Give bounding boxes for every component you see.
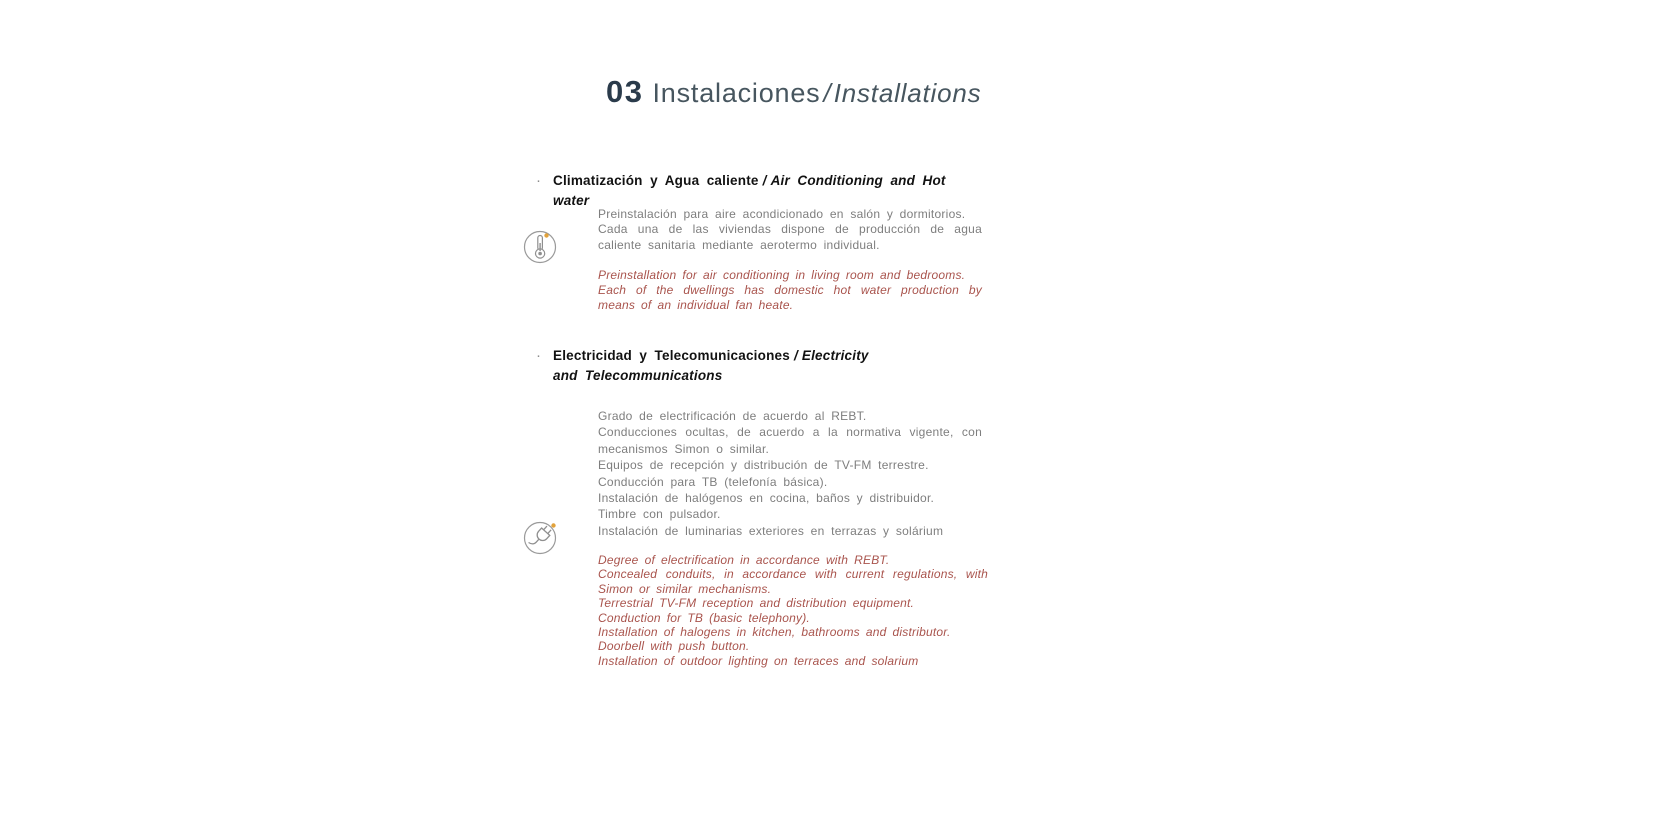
body-spanish-electricidad (598, 408, 982, 539)
body-spanish-climatizacion (598, 207, 982, 253)
heading-separator: / (793, 348, 798, 363)
body-english-electricidad (598, 553, 988, 668)
body-line: Conduction for TB (basic telephony). (598, 610, 810, 625)
body-line: Degree of electrification in accordance with REBT. (598, 553, 890, 567)
heading-separator: / (762, 173, 767, 188)
body-line: Preinstalación para aire acondicionado en salón y dormitorios. (598, 207, 966, 221)
body-english-climatizacion (598, 268, 982, 313)
section-heading-climatizacion (553, 171, 983, 210)
body-line: Equipos de recepción y distribución de TV-FM terrestre. (598, 458, 929, 473)
title-separator: / (823, 78, 831, 108)
body-line: Cada una de las viviendas dispone de producción de agua caliente sanitaria mediante aerotermo individual. (598, 222, 982, 252)
heading-english: Air Conditioning and Hot water (553, 173, 946, 208)
body-line: Conducciones ocultas, de acuerdo a la normativa vigente, con mecanismos Simon o similar. (598, 425, 982, 456)
body-line: Instalación de luminarias exteriores en terrazas y solárium (598, 523, 944, 538)
body-line: Grado de electrificación de acuerdo al REBT. (598, 409, 867, 423)
section-bullet: · (536, 347, 541, 364)
body-line: Doorbell with push button. (598, 639, 750, 654)
body-line: Instalación de halógenos en cocina, baños y distribuidor. (598, 491, 935, 506)
page-title (606, 74, 981, 110)
body-line: Installation of outdoor lighting on terraces and solarium (598, 653, 919, 668)
body-line: Conducción para TB (telefonía básica). (598, 474, 828, 489)
section-bullet: · (536, 172, 541, 189)
body-line: Each of the dwellings has domestic hot water production by means of an individual fan heate. (598, 283, 982, 312)
heading-spanish: Electricidad y Telecomunicaciones (553, 348, 790, 363)
body-line: Terrestrial TV-FM reception and distribution equipment. (598, 596, 915, 611)
body-line: Timbre con pulsador. (598, 507, 721, 522)
body-line: Installation of halogens in kitchen, bathrooms and distributor. (598, 625, 951, 640)
body-line: Concealed conduits, in accordance with current regulations, with Simon or similar mechanisms. (598, 567, 988, 596)
heading-spanish: Climatización y Agua caliente (553, 173, 759, 188)
thermometer-icon (521, 226, 561, 266)
plug-icon (519, 515, 563, 559)
title-spanish: Instalaciones (652, 78, 821, 108)
heading-english: Electricity and Telecommunications (553, 348, 869, 383)
body-line: Preinstallation for air conditioning in living room and bedrooms. (598, 268, 966, 282)
title-english: Installations (833, 78, 982, 108)
section-heading-electricidad (553, 346, 893, 385)
title-number: 03 (606, 74, 644, 109)
